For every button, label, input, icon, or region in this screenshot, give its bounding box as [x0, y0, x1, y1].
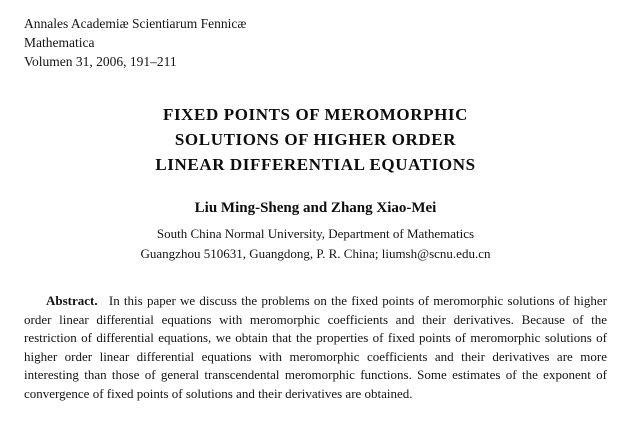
- abstract-label: Abstract.: [46, 293, 98, 308]
- affiliation: [24, 224, 607, 264]
- journal-series: Mathematica: [24, 35, 95, 50]
- affiliation-institution: South China Normal University, Department of Mathematics: [156, 226, 475, 241]
- abstract: [24, 292, 607, 403]
- paper-title-line-3: LINEAR DIFFERENTIAL EQUATIONS: [155, 155, 476, 174]
- journal-name: Annales Academiæ Scientiarum Fennicæ: [24, 16, 247, 31]
- journal-volume-pages: Volumen 31, 2006, 191–211: [24, 54, 177, 69]
- abstract-text: In this paper we discuss the problems on the fixed points of meromorphic solutions of higher order linear differential equations with meromorphic coefficients and their derivatives. Because of the restriction of differential equations, we obtain that the properties of fixed points of meromorphic solutions of higher order linear differential equations with meromorphic coefficients and their derivatives are more interesting than those of general transcendental meromorphic functions. Some estimates of the exponent of convergence of fixed points of solutions and their derivatives are obtained.: [24, 293, 607, 401]
- paper-title: [24, 102, 607, 177]
- paper-title-line-2: SOLUTIONS OF HIGHER ORDER: [174, 130, 457, 149]
- affiliation-address-email: Guangzhou 510631, Guangdong, P. R. China; liumsh@scnu.edu.cn: [140, 246, 491, 261]
- authors: Liu Ming-Sheng and Zhang Xiao-Mei: [194, 200, 437, 216]
- journal-header: [24, 14, 607, 71]
- paper-title-line-1: FIXED POINTS OF MEROMORPHIC: [162, 105, 469, 124]
